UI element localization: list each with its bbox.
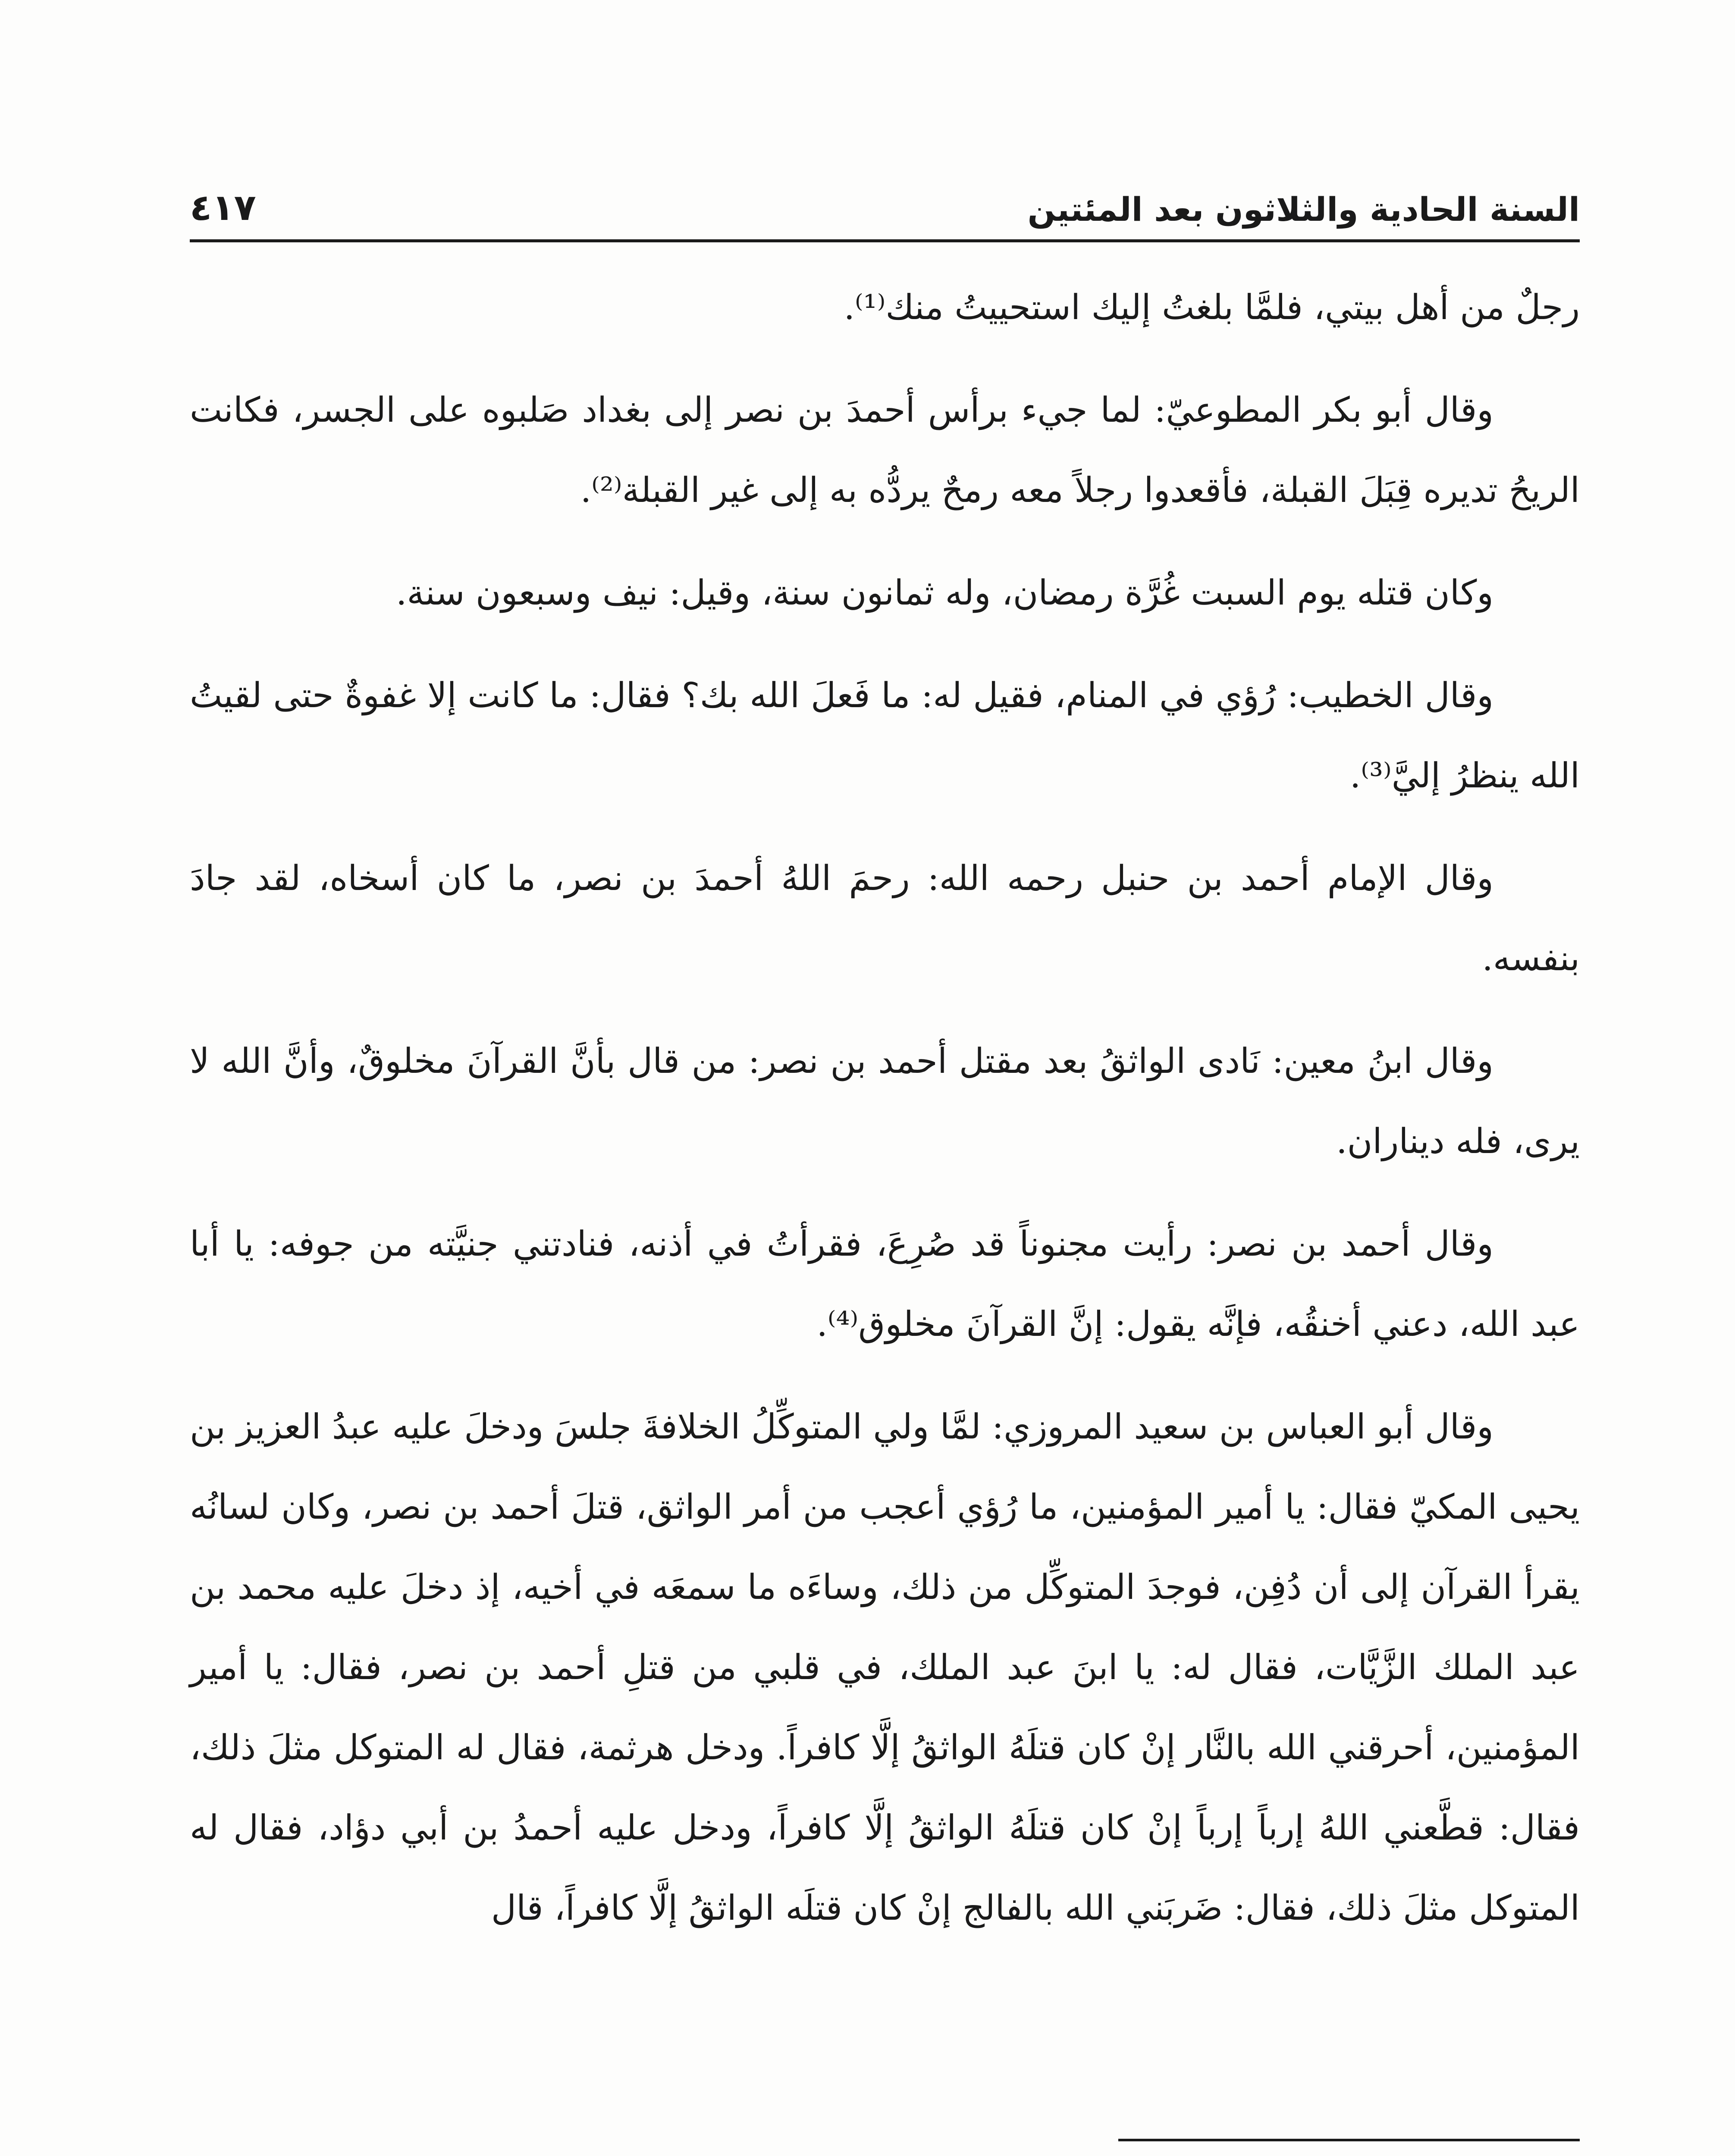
header-rule bbox=[190, 239, 1580, 242]
page-number: ٤١٧ bbox=[190, 186, 256, 229]
body-text bbox=[190, 267, 1580, 1971]
footnote-separator bbox=[1118, 2139, 1580, 2141]
page-header bbox=[190, 164, 1580, 229]
paragraph: وقال أبو بكر المطوعيّ: لما جيء برأس أحمدَ بن نصر إلى بغداد صَلبوه على الجسر، فكانت الريحُ تديره قِبَلَ القبلة، فأقعدوا رجلاً معه رمحٌ يردُّه به إلى غير القبلة⁽²⁾. bbox=[190, 390, 1580, 510]
paragraph: وقال ابنُ معين: نَادى الواثقُ بعد مقتل أحمد بن نصر: من قال بأنَّ القرآنَ مخلوقٌ، وأنَّ الله لا يرى، فله ديناران. bbox=[190, 1041, 1580, 1161]
paragraph: وقال أحمد بن نصر: رأيت مجنوناً قد صُرِعَ، فقرأتُ في أذنه، فنادتني جنيَّته من جوفه: يا أبا عبد الله، دعني أخنقُه، فإنَّه يقول: إنَّ القرآنَ مخلوق⁽⁴⁾. bbox=[190, 1224, 1580, 1344]
paragraph: وقال الخطيب: رُؤي في المنام، فقيل له: ما فَعلَ الله بك؟ فقال: ما كانت إلا غفوةٌ حتى لقيتُ الله ينظرُ إليَّ⁽³⁾. bbox=[190, 675, 1580, 796]
paragraph: رجلٌ من أهل بيتي، فلمَّا بلغتُ إليك استحييتُ منك⁽¹⁾. bbox=[844, 287, 1580, 327]
paragraph: وقال أبو العباس بن سعيد المروزي: لمَّا ولي المتوكِّلُ الخلافةَ جلسَ ودخلَ عليه عبدُ العزيز بن يحيى المكيّ فقال: يا أمير المؤمنين، ما رُؤي أعجب من أمر الواثق، قتلَ أحمد بن نصر، وكان لسانُه يقرأ القرآن إلى أن دُفِن، فوجدَ المتوكِّل من ذلك، وساءَه ما سمعَه في أخيه، إذ دخلَ عليه محمد بن عبد الملك الزَّيَّات، فقال له: يا ابنَ عبد الملك، في قلبي من قتلِ أحمد بن نصر، فقال: يا أمير المؤمنين، أحرقني الله بالنَّار إنْ كان قتلَهُ الواثقُ إلَّا كافراً. ودخل هرثمة، فقال له المتوكل مثلَ ذلك، فقال: قطَّعني اللهُ إرباً إرباً إنْ كان قتلَهُ الواثقُ إلَّا كافراً، ودخل عليه أحمدُ بن أبي دؤاد، فقال له المتوكل مثلَ ذلك، فقال: ضَربَني الله بالفالج إنْ كان قتلَه الواثقُ إلَّا كافراً، قال bbox=[190, 1407, 1580, 1928]
paragraph: وقال الإمام أحمد بن حنبل رحمه الله: رحمَ اللهُ أحمدَ بن نصر، ما كان أسخاه، لقد جادَ بنفسه. bbox=[190, 858, 1580, 978]
running-title: السنة الحادية والثلاثون بعد المئتين bbox=[1027, 190, 1580, 229]
paragraph: وكان قتله يوم السبت غُرَّة رمضان، وله ثمانون سنة، وقيل: نيف وسبعون سنة. bbox=[396, 573, 1493, 613]
